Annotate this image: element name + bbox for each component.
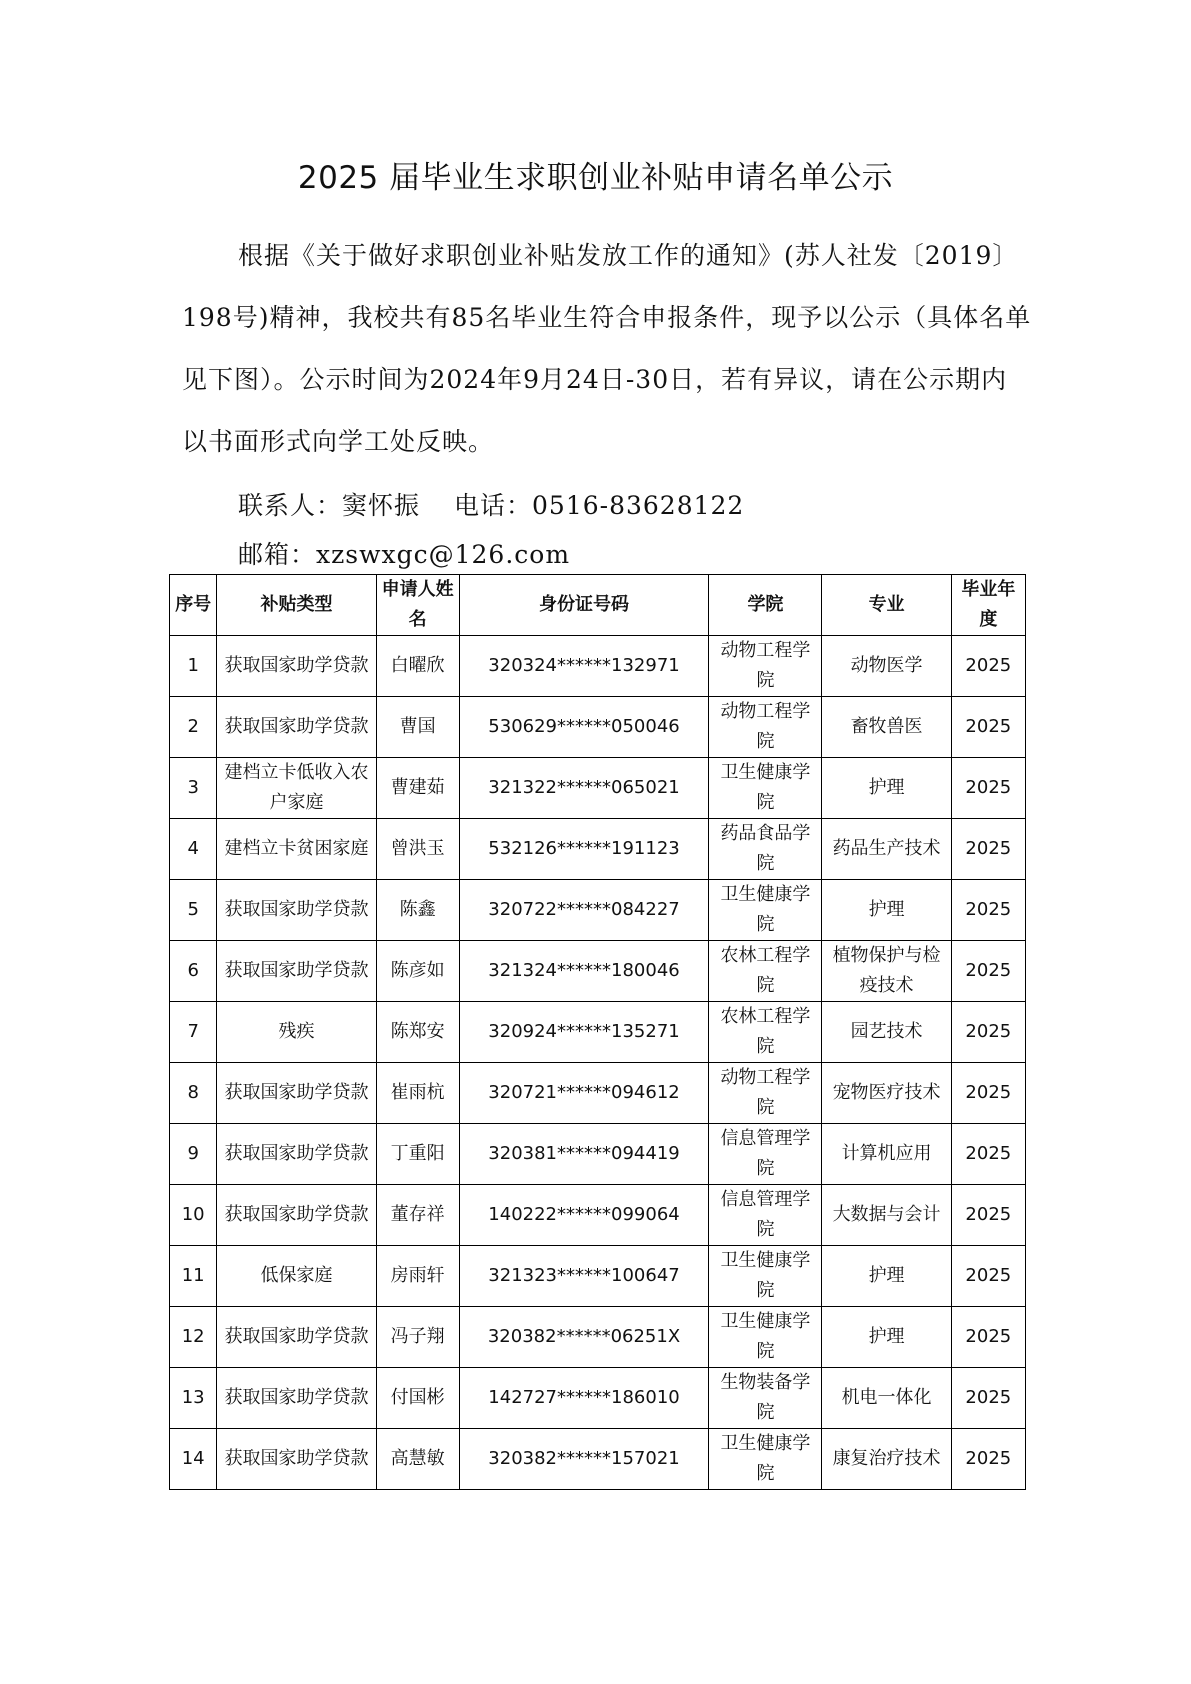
cell-type: 建档立卡贫困家庭 — [217, 819, 376, 880]
cell-type: 获取国家助学贷款 — [217, 1368, 376, 1429]
cell-id: 532126******191123 — [459, 819, 709, 880]
cell-college: 卫生健康学院 — [709, 1307, 822, 1368]
header-id: 身份证号码 — [459, 575, 709, 636]
cell-no: 14 — [170, 1429, 217, 1490]
cell-type: 低保家庭 — [217, 1246, 376, 1307]
notice-paragraph: 根据《关于做好求职创业补贴发放工作的通知》(苏人社发〔2019〕198号)精神，我校共有85名毕业生符合申报条件，现予以公示（具体名单见下图）。公示时间为2024年9月24日-30日，若有异议，请在公示期内以书面形式向学工处反映。 — [182, 241, 1032, 456]
cell-major: 植物保护与检疫技术 — [822, 941, 951, 1002]
cell-no: 13 — [170, 1368, 217, 1429]
cell-college: 卫生健康学院 — [709, 1246, 822, 1307]
cell-major: 计算机应用 — [822, 1124, 951, 1185]
header-year: 毕业年度 — [951, 575, 1025, 636]
cell-id: 321322******065021 — [459, 758, 709, 819]
cell-no: 2 — [170, 697, 217, 758]
cell-type: 获取国家助学贷款 — [217, 697, 376, 758]
table-row — [170, 1185, 1026, 1246]
contact-line — [238, 486, 744, 522]
cell-name: 曹国 — [376, 697, 459, 758]
contact-phone: 电话：0516-83628122 — [454, 491, 745, 520]
table-row — [170, 1124, 1026, 1185]
page-title: 2025 届毕业生求职创业补贴申请名单公示 — [297, 160, 894, 196]
cell-year: 2025 — [951, 1063, 1025, 1124]
cell-major: 护理 — [822, 1246, 951, 1307]
cell-major: 园艺技术 — [822, 1002, 951, 1063]
cell-year: 2025 — [951, 1429, 1025, 1490]
cell-id: 142727******186010 — [459, 1368, 709, 1429]
cell-major: 护理 — [822, 758, 951, 819]
cell-no: 12 — [170, 1307, 217, 1368]
applicant-table — [169, 574, 1026, 1490]
cell-college: 卫生健康学院 — [709, 880, 822, 941]
cell-type: 获取国家助学贷款 — [217, 1185, 376, 1246]
cell-type: 建档立卡低收入农户家庭 — [217, 758, 376, 819]
contact-person: 联系人：窦怀振 — [238, 491, 421, 520]
cell-type: 获取国家助学贷款 — [217, 880, 376, 941]
cell-id: 320721******094612 — [459, 1063, 709, 1124]
header-major: 专业 — [822, 575, 951, 636]
cell-college: 药品食品学院 — [709, 819, 822, 880]
cell-id: 140222******099064 — [459, 1185, 709, 1246]
cell-major: 畜牧兽医 — [822, 697, 951, 758]
cell-major: 护理 — [822, 880, 951, 941]
table-row — [170, 1063, 1026, 1124]
cell-name: 付国彬 — [376, 1368, 459, 1429]
cell-id: 320382******157021 — [459, 1429, 709, 1490]
cell-college: 农林工程学院 — [709, 941, 822, 1002]
cell-no: 9 — [170, 1124, 217, 1185]
cell-no: 4 — [170, 819, 217, 880]
cell-id: 321323******100647 — [459, 1246, 709, 1307]
cell-college: 农林工程学院 — [709, 1002, 822, 1063]
cell-year: 2025 — [951, 1002, 1025, 1063]
cell-id: 320324******132971 — [459, 636, 709, 697]
table-row — [170, 1307, 1026, 1368]
cell-name: 房雨轩 — [376, 1246, 459, 1307]
table-row — [170, 1368, 1026, 1429]
cell-id: 320382******06251X — [459, 1307, 709, 1368]
cell-year: 2025 — [951, 758, 1025, 819]
cell-no: 7 — [170, 1002, 217, 1063]
cell-id: 320381******094419 — [459, 1124, 709, 1185]
cell-no: 1 — [170, 636, 217, 697]
cell-name: 白曜欣 — [376, 636, 459, 697]
table-row — [170, 1002, 1026, 1063]
cell-name: 曾洪玉 — [376, 819, 459, 880]
cell-no: 3 — [170, 758, 217, 819]
cell-type: 获取国家助学贷款 — [217, 1307, 376, 1368]
cell-name: 曹建茹 — [376, 758, 459, 819]
cell-type: 获取国家助学贷款 — [217, 1429, 376, 1490]
cell-major: 动物医学 — [822, 636, 951, 697]
cell-id: 530629******050046 — [459, 697, 709, 758]
table-row — [170, 758, 1026, 819]
cell-id: 321324******180046 — [459, 941, 709, 1002]
cell-year: 2025 — [951, 1307, 1025, 1368]
cell-college: 动物工程学院 — [709, 697, 822, 758]
cell-no: 11 — [170, 1246, 217, 1307]
cell-college: 信息管理学院 — [709, 1124, 822, 1185]
cell-no: 6 — [170, 941, 217, 1002]
cell-year: 2025 — [951, 880, 1025, 941]
cell-major: 康复治疗技术 — [822, 1429, 951, 1490]
cell-year: 2025 — [951, 1124, 1025, 1185]
cell-type: 获取国家助学贷款 — [217, 941, 376, 1002]
cell-name: 冯子翔 — [376, 1307, 459, 1368]
cell-college: 信息管理学院 — [709, 1185, 822, 1246]
cell-college: 卫生健康学院 — [709, 1429, 822, 1490]
cell-name: 高慧敏 — [376, 1429, 459, 1490]
header-no: 序号 — [170, 575, 217, 636]
cell-year: 2025 — [951, 697, 1025, 758]
cell-major: 宠物医疗技术 — [822, 1063, 951, 1124]
table-row — [170, 1429, 1026, 1490]
cell-college: 生物装备学院 — [709, 1368, 822, 1429]
cell-no: 5 — [170, 880, 217, 941]
cell-major: 机电一体化 — [822, 1368, 951, 1429]
cell-name: 丁重阳 — [376, 1124, 459, 1185]
header-name: 申请人姓名 — [376, 575, 459, 636]
cell-id: 320722******084227 — [459, 880, 709, 941]
cell-name: 陈郑安 — [376, 1002, 459, 1063]
cell-major: 药品生产技术 — [822, 819, 951, 880]
cell-name: 董存祥 — [376, 1185, 459, 1246]
cell-college: 动物工程学院 — [709, 636, 822, 697]
header-college: 学院 — [709, 575, 822, 636]
cell-year: 2025 — [951, 1368, 1025, 1429]
table-row — [170, 1246, 1026, 1307]
header-type: 补贴类型 — [217, 575, 376, 636]
table-row — [170, 941, 1026, 1002]
cell-no: 8 — [170, 1063, 217, 1124]
table-row — [170, 880, 1026, 941]
cell-year: 2025 — [951, 1185, 1025, 1246]
cell-college: 卫生健康学院 — [709, 758, 822, 819]
cell-name: 陈鑫 — [376, 880, 459, 941]
table-row — [170, 697, 1026, 758]
cell-college: 动物工程学院 — [709, 1063, 822, 1124]
cell-year: 2025 — [951, 1246, 1025, 1307]
cell-year: 2025 — [951, 941, 1025, 1002]
cell-type: 获取国家助学贷款 — [217, 636, 376, 697]
table-header-row — [170, 575, 1026, 636]
cell-no: 10 — [170, 1185, 217, 1246]
cell-year: 2025 — [951, 636, 1025, 697]
table-row — [170, 819, 1026, 880]
cell-name: 崔雨杭 — [376, 1063, 459, 1124]
cell-major: 护理 — [822, 1307, 951, 1368]
cell-id: 320924******135271 — [459, 1002, 709, 1063]
cell-type: 残疾 — [217, 1002, 376, 1063]
cell-type: 获取国家助学贷款 — [217, 1124, 376, 1185]
table-row — [170, 636, 1026, 697]
cell-name: 陈彦如 — [376, 941, 459, 1002]
contact-email: 邮箱：xzswxgc@126.com — [238, 540, 571, 569]
cell-major: 大数据与会计 — [822, 1185, 951, 1246]
cell-type: 获取国家助学贷款 — [217, 1063, 376, 1124]
cell-year: 2025 — [951, 819, 1025, 880]
